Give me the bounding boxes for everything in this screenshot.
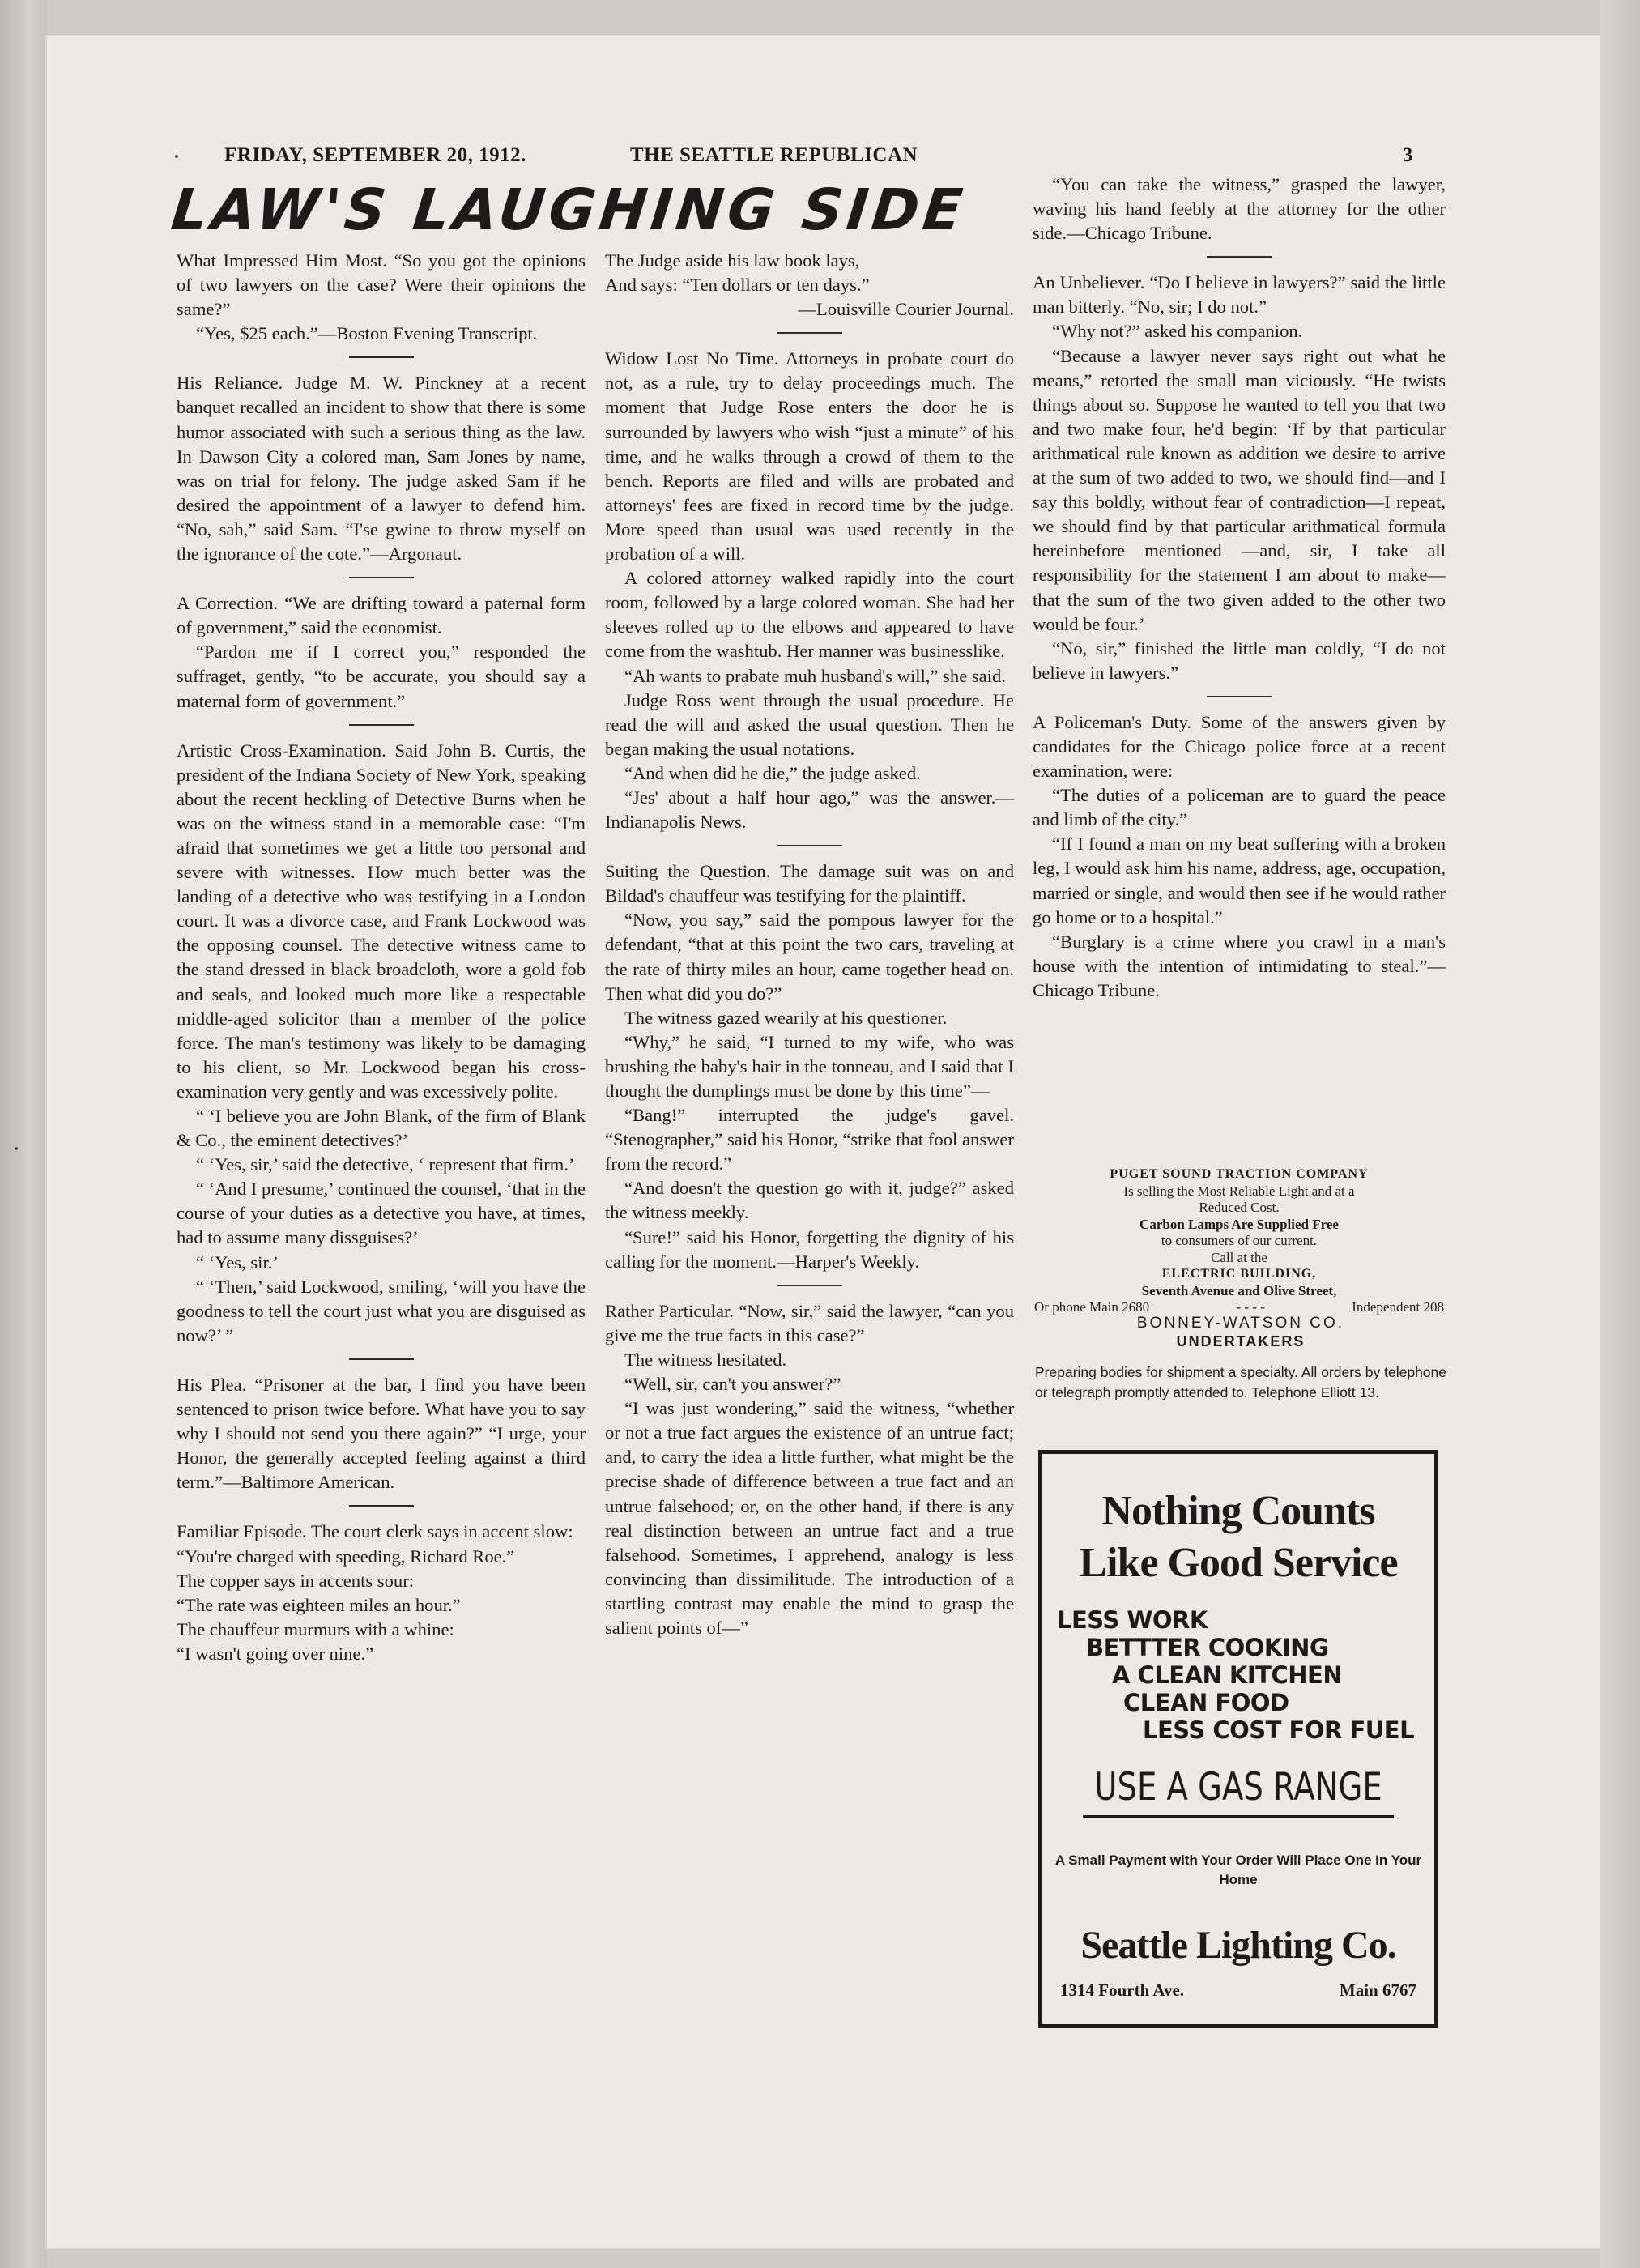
bonney-ad-body: Preparing bodies for shipment a specialty. All orders by telephone or telegraph promptly attended to. Telephone Elliott 13.	[1035, 1364, 1446, 1400]
article-paragraph: “Sure!” said his Honor, forgetting the dignity of his calling for the moment.—Harper's Weekly.	[605, 1226, 1014, 1272]
article-paragraph: His Reliance. Judge M. W. Pinckney at a recent banquet recalled an incident to show that there is some humor associated with such a serious thing as the law. In Dawson City a colored man, Sam Jones by name, was on trial for felony. The judge asked Sam if he desired the appointment of a lawyer to defend him. “No, sah,” said Sam. “I'se gwine to throw myself on the ignorance of the cote.”—Argonaut.	[177, 373, 586, 565]
article-paragraph: “You can take the witness,” grasped the lawyer, waving his hand feebly at the attorney for the other side.—Chicago Tribune.	[1033, 174, 1446, 244]
article-paragraph: Judge Ross went through the usual procedure. He read the will and asked the usual question. Then he began making the usual notations.	[605, 689, 1014, 759]
paper-title: THE SEATTLE REPUBLICAN	[630, 144, 918, 166]
article-separator-rule	[349, 1505, 414, 1507]
article-paragraph: “I was just wondering,” said the witness, “whether or not a true fact argues the existence of an untrue fact; and, to carry the idea a little further, what might be the precise shade of difference between a true fact and an untrue falsehood; or, on the other hand, if there is any real distinction between an untrue fact and a true falsehood. Sometimes, I apprehend, analogy is less convincing than dissimilitude. The introduction of a startling contrast may enable the mind to grasp the salient points of—”	[605, 1398, 1014, 1638]
article-paragraph: A Policeman's Duty. Some of the answers given by candidates for the Chicago police force at a recent examination, were:	[1033, 711, 1446, 782]
article-separator-rule	[349, 1358, 414, 1360]
page-number: 3	[1403, 144, 1413, 166]
traction-phone-independent: Independent 208	[1352, 1299, 1444, 1315]
article-paragraph: A Correction. “We are drifting toward a paternal form of government,” said the economist.	[177, 593, 586, 638]
article-paragraph: “Jes' about a half hour ago,” was the answer.—Indianapolis News.	[605, 787, 1014, 833]
article-paragraph: The witness hesitated.	[624, 1349, 787, 1370]
issue-date: FRIDAY, SEPTEMBER 20, 1912.	[224, 144, 526, 166]
print-speck	[175, 155, 178, 158]
article-paragraph: “ ‘And I presume,’ continued the counsel, ‘that in the course of your duties as a detective you have, at times, had to assume many dissguises?’	[177, 1179, 586, 1248]
article-separator-rule	[777, 332, 842, 334]
gas-ad-headline-2: Like Good Service	[1079, 1540, 1398, 1586]
article-paragraph: Artistic Cross-Examination. Said John B. Curtis, the president of the Indiana Society of New York, speaking about the recent heckling of Detective Burns when he was on the witness stand in a memorable case: “I'm afraid that sometimes we get a little too personal and severe with witnesses. How much better was the landing of a detective who was testifying in a London court. It was a divorce case, and Frank Lockwood was the opposing counsel. The detective witness came to the stand dressed in black broadcloth, wore a gold fob and seals, and looked much more like a respectable middle-aged solicitor than a member of the police force. The man's testimony was likely to be damaging to his client, so Mr. Lockwood began his cross-examination very gently and was excessively polite.	[177, 740, 586, 1102]
article-paragraph: —Louisville Courier Journal.	[798, 299, 1014, 320]
gas-ad-benefit: BETTTER COOKING	[1086, 1634, 1329, 1661]
gas-ad-underline	[1083, 1815, 1394, 1818]
article-paragraph: “And doesn't the question go with it, judge?” asked the witness meekly.	[605, 1178, 1014, 1223]
article-paragraph: “ ‘Then,’ said Lockwood, smiling, ‘will you have the goodness to tell the court just what you are disguised as now?’ ”	[177, 1276, 586, 1345]
traction-ad-line: Reduced Cost.	[1199, 1200, 1280, 1215]
article-separator-rule	[349, 577, 414, 578]
column-1	[177, 249, 586, 1666]
article-paragraph: The chauffeur murmurs with a whine:	[177, 1618, 454, 1639]
article-paragraph: “Now, you say,” said the pompous lawyer for the defendant, “that at this point the two cars, traveling at the rate of thirty miles an hour, came together head on. Then what did you do?”	[605, 910, 1014, 1004]
article-paragraph: Familiar Episode. The court clerk says in accent slow:	[177, 1521, 573, 1542]
traction-ad-line: Call at the	[1211, 1249, 1267, 1265]
article-paragraph: “I wasn't going over nine.”	[177, 1643, 374, 1664]
page-edge	[1600, 0, 1640, 2268]
bonney-ad-name: BONNEY-WATSON CO.	[1136, 1315, 1345, 1332]
print-speck	[15, 1147, 18, 1150]
article-paragraph: “Bang!” interrupted the judge's gavel. “Stenographer,” said his Honor, “strike that fool answer from the record.”	[605, 1105, 1014, 1174]
article-paragraph: His Plea. “Prisoner at the bar, I find you have been sentenced to prison twice before. What have you to say why I should not send you there again?” “I urge, your Honor, the generally accepted feeling against a third term.”—Baltimore American.	[177, 1374, 586, 1493]
gas-ad-benefit: A CLEAN KITCHEN	[1112, 1661, 1343, 1689]
article-paragraph: Rather Particular. “Now, sir,” said the lawyer, “can you give me the true facts in this case?”	[605, 1300, 1014, 1345]
bonney-watson-ad	[1035, 1314, 1446, 1402]
article-separator-rule	[777, 1285, 842, 1286]
article-paragraph: “Burglary is a crime where you crawl in a man's house with the intention of intimidating to steal.”—Chicago Tribune.	[1033, 931, 1446, 1000]
article-paragraph: Suiting the Question. The damage suit was on and Bildad's chauffeur was testifying for the plaintiff.	[605, 861, 1014, 906]
article-paragraph: What Impressed Him Most. “So you got the opinions of two lawyers on the case? Were their opinions the same?”	[177, 250, 586, 320]
traction-phone-dashes: - - - -	[1236, 1299, 1265, 1315]
article-paragraph: “You're charged with speeding, Richard Roe.”	[177, 1545, 515, 1567]
article-paragraph: “ ‘Yes, sir.’	[196, 1251, 279, 1273]
traction-ad-line: Is selling the Most Reliable Light and at a	[1123, 1183, 1355, 1199]
article-paragraph: The witness gazed wearily at his questioner.	[624, 1007, 948, 1028]
gas-ad-payment-note: A Small Payment with Your Order Will Place One In Your Home	[1054, 1852, 1422, 1887]
binding-shadow	[0, 0, 47, 2268]
article-paragraph: An Unbeliever. “Do I believe in lawyers?” said the little man bitterly. “No, sir; I do not.”	[1033, 272, 1446, 318]
gas-ad-headline-1: Nothing Counts	[1101, 1488, 1375, 1534]
traction-ad-line: ELECTRIC BUILDING,	[1161, 1267, 1317, 1281]
traction-ad-line: Carbon Lamps Are Supplied Free	[1139, 1216, 1339, 1232]
article-paragraph: The copper says in accents sour:	[177, 1570, 414, 1591]
traction-ad-line: Seventh Avenue and Olive Street,	[1141, 1282, 1337, 1298]
traction-company-ad	[1033, 1166, 1446, 1316]
article-separator-rule	[1207, 256, 1272, 258]
column-2	[605, 249, 1014, 1640]
section-masthead: LAW'S LAUGHING SIDE	[168, 177, 970, 243]
article-separator-rule	[349, 724, 414, 726]
article-paragraph: “Yes, $25 each.”—Boston Evening Transcript.	[196, 323, 538, 344]
article-separator-rule	[1207, 696, 1272, 697]
article-paragraph: A colored attorney walked rapidly into the court room, followed by a large colored woman. She had her sleeves rolled up to the elbows and appeared to have come from the washtub. Her manner was businesslike.	[605, 568, 1014, 662]
gas-ad-benefit: LESS WORK	[1057, 1606, 1208, 1634]
article-separator-rule	[349, 356, 414, 358]
article-paragraph: “Why,” he said, “I turned to my wife, who was brushing the baby's hair in the tonneau, and I said that I thought the dumplings must be done by this time”—	[605, 1031, 1014, 1101]
article-paragraph: Widow Lost No Time. Attorneys in probate court do not, as a rule, try to delay proceedings much. The moment that Judge Rose enters the door he is surrounded by lawyers who wish “just a minute” of his time, and he walks through a crowd of them to the bench. Reports are filed and wills are probated and attorneys' fees are fixed in record time by the judge. More speed than usual was used recently in the probation of a will.	[605, 348, 1014, 565]
article-paragraph: “The duties of a policeman are to guard the peace and limb of the city.”	[1033, 785, 1446, 830]
gas-ad-phone: Main 6767	[1339, 1980, 1416, 2000]
article-paragraph: “And when did he die,” the judge asked.	[624, 762, 921, 783]
article-paragraph: “ ‘I believe you are John Blank, of the firm of Blank & Co., the eminent detectives?’	[177, 1106, 586, 1151]
seattle-lighting-ad	[1038, 1450, 1438, 2028]
article-paragraph: “Because a lawyer never says right out what he means,” retorted the small man viciously. “He twists things about so. Suppose he wanted to tell you that two and two make four, he'd begin: ‘If by that particular arithmatical rule known as addition we desire to arrive at the sum of two added to two, we should find—and I say this boldly, without fear of contradiction—I repeat, we should find by that particular arithmatical formula hereinbefore mentioned —and, sir, I take all responsibility for the statement I am about to make—that the sum of the two given added to the other two would be four.’	[1033, 345, 1446, 634]
gas-ad-benefit: CLEAN FOOD	[1123, 1689, 1289, 1716]
article-paragraph: “ ‘Yes, sir,’ said the detective, ‘ represent that firm.’	[196, 1154, 575, 1175]
article-paragraph: “The rate was eighteen miles an hour.”	[177, 1594, 461, 1615]
gas-ad-call-to-action: USE A GAS RANGE	[1094, 1765, 1382, 1810]
gas-ad-address: 1314 Fourth Ave.	[1060, 1980, 1185, 2000]
article-paragraph: “Why not?” asked his companion.	[1052, 321, 1303, 342]
article-paragraph: “No, sir,” finished the little man coldly, “I do not believe in lawyers.”	[1033, 637, 1446, 683]
column-3	[1033, 173, 1446, 1003]
bonney-ad-sub: UNDERTAKERS	[1176, 1333, 1306, 1349]
article-paragraph: And says: “Ten dollars or ten days.”	[605, 275, 870, 296]
article-paragraph: “If I found a man on my beat suffering with a broken leg, I would ask him his name, address, age, occupation, married or single, and would then see if he would rather go home or to a hospital.”	[1033, 833, 1446, 927]
article-paragraph: “Pardon me if I correct you,” responded the suffraget, gently, “to be accurate, you should say a maternal form of government.”	[177, 642, 586, 711]
traction-ad-line: to consumers of our current.	[1161, 1233, 1318, 1248]
article-separator-rule	[777, 845, 842, 846]
gas-ad-company: Seattle Lighting Co.	[1080, 1924, 1396, 1967]
article-paragraph: “Well, sir, can't you answer?”	[624, 1374, 841, 1395]
gas-ad-benefit: LESS COST FOR FUEL	[1143, 1716, 1415, 1744]
traction-phone-main: Or phone Main 2680	[1034, 1299, 1150, 1315]
article-paragraph: “Ah wants to prabate muh husband's will,” she said.	[624, 665, 1006, 686]
traction-ad-title: PUGET SOUND TRACTION COMPANY	[1110, 1167, 1369, 1181]
article-paragraph: The Judge aside his law book lays,	[605, 250, 860, 271]
